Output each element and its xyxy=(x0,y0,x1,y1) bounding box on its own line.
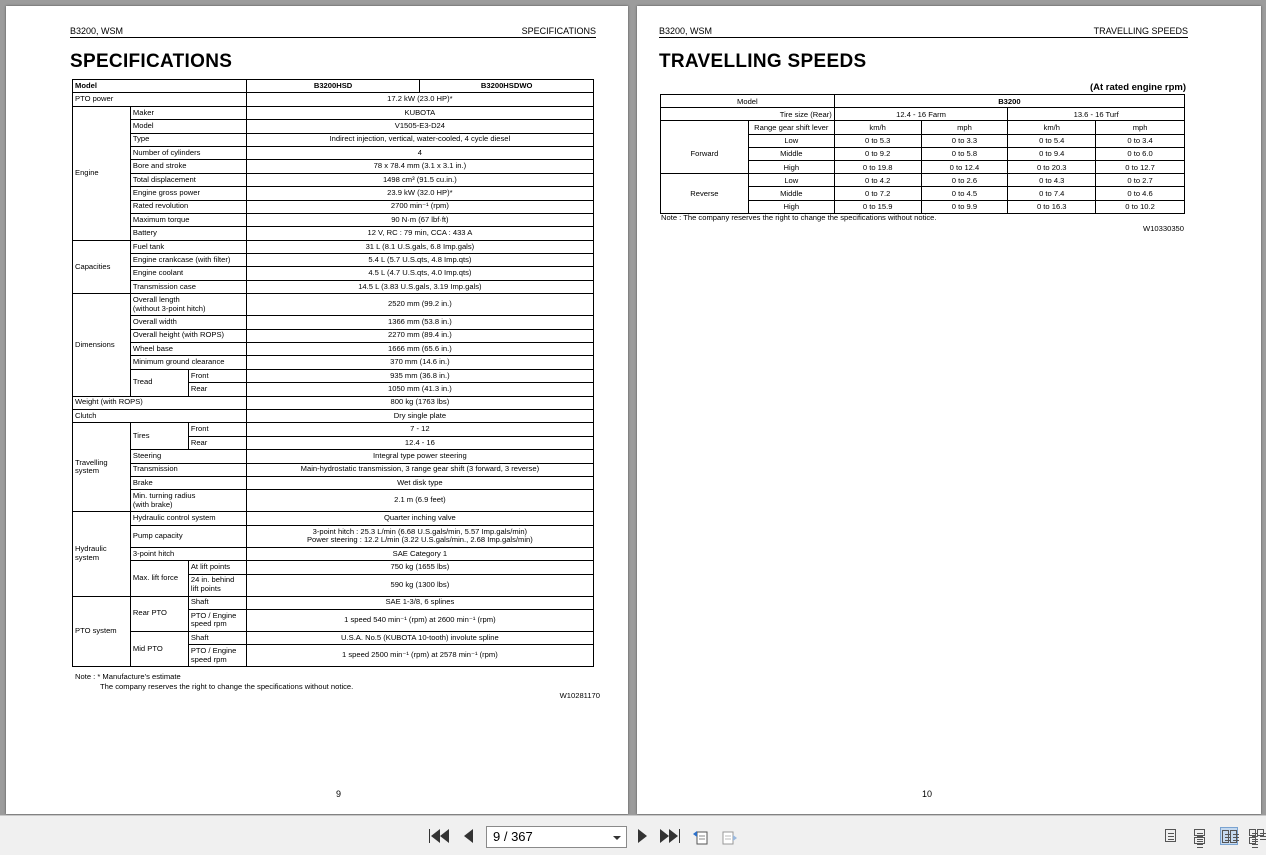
range-label: Middle xyxy=(748,187,834,200)
row-value: 2700 min⁻¹ (rpm) xyxy=(246,200,593,213)
col-b3200hsd: B3200HSD xyxy=(246,80,420,93)
row-value: 1 speed 540 min⁻¹ (rpm) at 2600 min⁻¹ (rpm) xyxy=(246,609,593,631)
speed-cell: 0 to 10.2 xyxy=(1096,200,1185,213)
footnote xyxy=(75,672,353,692)
go-back-view-icon[interactable] xyxy=(690,826,710,846)
header-rule xyxy=(659,37,1188,38)
row-label: Pump capacity xyxy=(130,525,246,547)
row-label: PTO power xyxy=(73,93,247,106)
range-label: High xyxy=(748,160,834,173)
row-value: 1498 cm³ (91.5 cu.in.) xyxy=(246,173,593,186)
row-value xyxy=(246,525,593,547)
page-number: 10 xyxy=(922,789,933,799)
row-label: Rated revolution xyxy=(130,200,246,213)
row-value: 750 kg (1655 lbs) xyxy=(246,561,593,574)
row-value: Main-hydrostatic transmission, 3 range gear shift (3 forward, 3 reverse) xyxy=(246,463,593,476)
group-label: PTO system xyxy=(73,596,131,667)
row-sublabel xyxy=(188,645,246,667)
document-code: W10281170 xyxy=(559,691,600,700)
row-value: 1666 mm (65.6 in.) xyxy=(246,343,593,356)
speed-cell: 0 to 9.4 xyxy=(1008,147,1096,160)
row-label: Tire size (Rear) xyxy=(661,108,835,121)
row-sublabel: Front xyxy=(188,423,246,436)
page-indicator: 9 / 367 xyxy=(493,829,533,844)
row-value: SAE 1-3/8, 6 splines xyxy=(246,596,593,609)
row-value: 5.4 L (5.7 U.S.qts, 4.8 Imp.qts) xyxy=(246,254,593,267)
speed-cell: 0 to 4.3 xyxy=(1008,174,1096,187)
page-title: TRAVELLING SPEEDS xyxy=(659,51,867,72)
row-label: Wheel base xyxy=(130,343,246,356)
range-label: Middle xyxy=(748,147,834,160)
label-line: (with brake) xyxy=(132,499,173,509)
label-line: system xyxy=(75,466,100,476)
row-sublabel xyxy=(188,574,246,596)
speed-cell: 0 to 6.0 xyxy=(1096,147,1185,160)
blank-cell xyxy=(661,121,749,134)
row-value: 23.9 kW (32.0 HP)* xyxy=(246,187,593,200)
speed-cell: 0 to 16.3 xyxy=(1008,200,1096,213)
row-value: Indirect injection, vertical, water-cooled, 4 cycle diesel xyxy=(246,133,593,146)
row-label xyxy=(130,490,246,512)
row-label: Weight (with ROPS) xyxy=(73,396,247,409)
row-value: 17.2 kW (23.0 HP)* xyxy=(246,93,593,106)
row-label: Fuel tank xyxy=(130,240,246,253)
row-label: Transmission case xyxy=(130,280,246,293)
speed-cell: 0 to 2.6 xyxy=(921,174,1008,187)
model-value: B3200 xyxy=(834,95,1184,108)
chevron-down-icon xyxy=(613,836,621,840)
go-forward-view-icon[interactable] xyxy=(720,826,740,846)
speed-cell: 0 to 7.2 xyxy=(834,187,921,200)
row-label: Range gear shift lever xyxy=(748,121,834,134)
page-10 xyxy=(637,6,1261,814)
footnote: Note : The company reserves the right to change the specifications without notice. xyxy=(661,213,937,222)
row-label: Model xyxy=(130,120,246,133)
row-value: 14.5 L (3.83 U.S.gals, 3.19 Imp.gals) xyxy=(246,280,593,293)
row-value: Integral type power steering xyxy=(246,450,593,463)
row-label: Max. lift force xyxy=(130,561,188,596)
label-line: PTO / Engine xyxy=(190,646,237,656)
travelling-speeds-table xyxy=(660,94,1185,214)
continuous-facing-icon[interactable] xyxy=(1248,827,1266,845)
label-line: (without 3-point hitch) xyxy=(132,303,206,313)
label-line: Overall length xyxy=(132,295,180,305)
footnote-line: Note : * Manufacture's estimate xyxy=(75,672,181,681)
row-label: Clutch xyxy=(73,409,247,422)
row-sublabel: Shaft xyxy=(188,631,246,644)
row-label: Tires xyxy=(130,423,188,450)
row-label: Minimum ground clearance xyxy=(130,356,246,369)
row-label: Engine coolant xyxy=(130,267,246,280)
row-value: 12 V, RC : 79 min, CCA : 433 A xyxy=(246,227,593,240)
row-label: Transmission xyxy=(130,463,246,476)
row-label: Hydraulic control system xyxy=(130,512,246,525)
speed-cell: 0 to 9.9 xyxy=(921,200,1008,213)
row-label: Engine gross power xyxy=(130,187,246,200)
speed-cell: 0 to 4.6 xyxy=(1096,187,1185,200)
group-label xyxy=(73,512,131,596)
range-label: Low xyxy=(748,134,834,147)
row-value: 7 - 12 xyxy=(246,423,593,436)
row-value: 370 mm (14.6 in.) xyxy=(246,356,593,369)
row-value: 4 xyxy=(246,146,593,159)
label-line: 24 in. behind xyxy=(190,575,235,585)
row-value: 590 kg (1300 lbs) xyxy=(246,574,593,596)
row-label: Total displacement xyxy=(130,173,246,186)
row-value: SAE Category 1 xyxy=(246,547,593,560)
row-value: 2520 mm (99.2 in.) xyxy=(246,294,593,316)
page-title: SPECIFICATIONS xyxy=(70,51,233,72)
row-sublabel xyxy=(188,609,246,631)
header-rule xyxy=(70,37,596,38)
row-sublabel: At lift points xyxy=(188,561,246,574)
first-page-icon[interactable] xyxy=(429,826,449,846)
page-header-left: B3200, WSM xyxy=(659,26,713,36)
speed-cell: 0 to 19.8 xyxy=(834,160,921,173)
prev-page-icon[interactable] xyxy=(458,826,478,846)
group-label: Engine xyxy=(73,106,131,240)
speed-cell: 0 to 5.8 xyxy=(921,147,1008,160)
label-line: PTO / Engine xyxy=(190,610,237,620)
speed-cell: 0 to 5.4 xyxy=(1008,134,1096,147)
label-line: speed rpm xyxy=(190,619,227,629)
speed-cell: 0 to 12.4 xyxy=(921,160,1008,173)
speed-cell: 0 to 9.2 xyxy=(834,147,921,160)
group-label: Dimensions xyxy=(73,294,131,396)
page-header-left: B3200, WSM xyxy=(70,26,124,36)
row-value: U.S.A. No.5 (KUBOTA 10-tooth) involute spline xyxy=(246,631,593,644)
speed-cell: 0 to 4.2 xyxy=(834,174,921,187)
range-label: Low xyxy=(748,174,834,187)
label-line: lift points xyxy=(190,584,221,593)
speed-cell: 0 to 7.4 xyxy=(1008,187,1096,200)
speed-cell: 0 to 4.5 xyxy=(921,187,1008,200)
unit-cell: km/h xyxy=(1008,121,1096,134)
row-value: KUBOTA xyxy=(246,106,593,119)
row-label: Battery xyxy=(130,227,246,240)
row-label: Number of cylinders xyxy=(130,146,246,159)
row-value: 1 speed 2500 min⁻¹ (rpm) at 2578 min⁻¹ (rpm) xyxy=(246,645,593,667)
tire-farm: 12.4 - 16 Farm xyxy=(834,108,1008,121)
label-line: Travelling xyxy=(75,457,108,467)
row-value: 90 N·m (67 lbf·ft) xyxy=(246,213,593,226)
facing-icon[interactable] xyxy=(1220,827,1238,845)
row-label: Rear PTO xyxy=(130,596,188,631)
navigation-toolbar xyxy=(0,815,1266,855)
row-label: Engine crankcase (with filter) xyxy=(130,254,246,267)
label-line: system xyxy=(75,552,100,562)
row-label: 3-point hitch xyxy=(130,547,246,560)
row-value: 1050 mm (41.3 in.) xyxy=(246,383,593,396)
row-value: 935 mm (36.8 in.) xyxy=(246,369,593,382)
last-page-icon[interactable] xyxy=(660,826,680,846)
col-b3200hsdwo: B3200HSDWO xyxy=(420,80,594,93)
row-label: Maker xyxy=(130,106,246,119)
row-label: Tread xyxy=(130,369,188,396)
speed-cell: 0 to 5.3 xyxy=(834,134,921,147)
page-number-select[interactable] xyxy=(486,826,627,848)
row-sublabel: Rear xyxy=(188,436,246,449)
row-sublabel: Shaft xyxy=(188,596,246,609)
unit-cell: km/h xyxy=(834,121,921,134)
unit-cell: mph xyxy=(1096,121,1185,134)
row-value: 78 x 78.4 mm (3.1 x 3.1 in.) xyxy=(246,160,593,173)
row-label: Brake xyxy=(130,476,246,489)
row-sublabel: Rear xyxy=(188,383,246,396)
row-label: Maximum torque xyxy=(130,213,246,226)
document-code: W10330350 xyxy=(1143,224,1184,233)
row-value: Quarter inching valve xyxy=(246,512,593,525)
row-value: Wet disk type xyxy=(246,476,593,489)
row-value: 800 kg (1763 lbs) xyxy=(246,396,593,409)
row-value: 31 L (8.1 U.S.gals, 6.8 Imp.gals) xyxy=(246,240,593,253)
row-label: Overall height (with ROPS) xyxy=(130,329,246,342)
page-header-right: SPECIFICATIONS xyxy=(521,26,596,36)
range-label: High xyxy=(748,200,834,213)
unit-cell: mph xyxy=(921,121,1008,134)
page-number: 9 xyxy=(336,789,342,799)
row-label: Overall width xyxy=(130,316,246,329)
speed-cell: 0 to 3.4 xyxy=(1096,134,1185,147)
row-value: 2270 mm (89.4 in.) xyxy=(246,329,593,342)
row-value: Dry single plate xyxy=(246,409,593,422)
row-value: 12.4 - 16 xyxy=(246,436,593,449)
speed-cell: 0 to 20.3 xyxy=(1008,160,1096,173)
page-header-right: TRAVELLING SPEEDS xyxy=(1093,26,1188,36)
next-page-icon[interactable] xyxy=(632,826,652,846)
row-label: Bore and stroke xyxy=(130,160,246,173)
group-label: Capacities xyxy=(73,240,131,294)
row-label xyxy=(130,294,246,316)
row-value: 1366 mm (53.8 in.) xyxy=(246,316,593,329)
row-sublabel: Front xyxy=(188,369,246,382)
specifications-table xyxy=(72,79,594,667)
value-line: 3-point hitch : 25.3 L/min (6.68 U.S.gals/min, 5.57 Imp.gals/min) xyxy=(312,526,528,536)
speed-cell: 0 to 12.7 xyxy=(1096,160,1185,173)
rated-rpm-note: (At rated engine rpm) xyxy=(1089,82,1186,93)
speed-cell: 0 to 15.9 xyxy=(834,200,921,213)
continuous-icon[interactable] xyxy=(1191,827,1209,845)
label-line: Min. turning radius xyxy=(132,491,196,501)
speed-cell: 0 to 3.3 xyxy=(921,134,1008,147)
value-line: Power steering : 12.2 L/min (3.22 U.S.gals/min., 2.68 Imp.gals/min) xyxy=(306,535,533,545)
col-model: Model xyxy=(73,80,247,93)
footnote-line: The company reserves the right to change the specifications without notice. xyxy=(100,681,354,691)
single-page-icon[interactable] xyxy=(1162,827,1180,845)
row-label: Steering xyxy=(130,450,246,463)
direction-label: Reverse xyxy=(661,174,749,214)
row-value: V1505-E3-D24 xyxy=(246,120,593,133)
row-label: Type xyxy=(130,133,246,146)
speed-cell: 0 to 2.7 xyxy=(1096,174,1185,187)
row-value: 2.1 m (6.9 feet) xyxy=(246,490,593,512)
row-label: Model xyxy=(661,95,835,108)
row-label: Mid PTO xyxy=(130,631,188,666)
group-label xyxy=(73,423,131,512)
page-9 xyxy=(6,6,628,814)
label-line: Hydraulic xyxy=(75,544,107,554)
label-line: speed rpm xyxy=(190,654,227,664)
row-value: 4.5 L (4.7 U.S.qts, 4.0 Imp.qts) xyxy=(246,267,593,280)
tire-turf: 13.6 - 16 Turf xyxy=(1008,108,1185,121)
direction-label: Forward xyxy=(661,134,749,174)
